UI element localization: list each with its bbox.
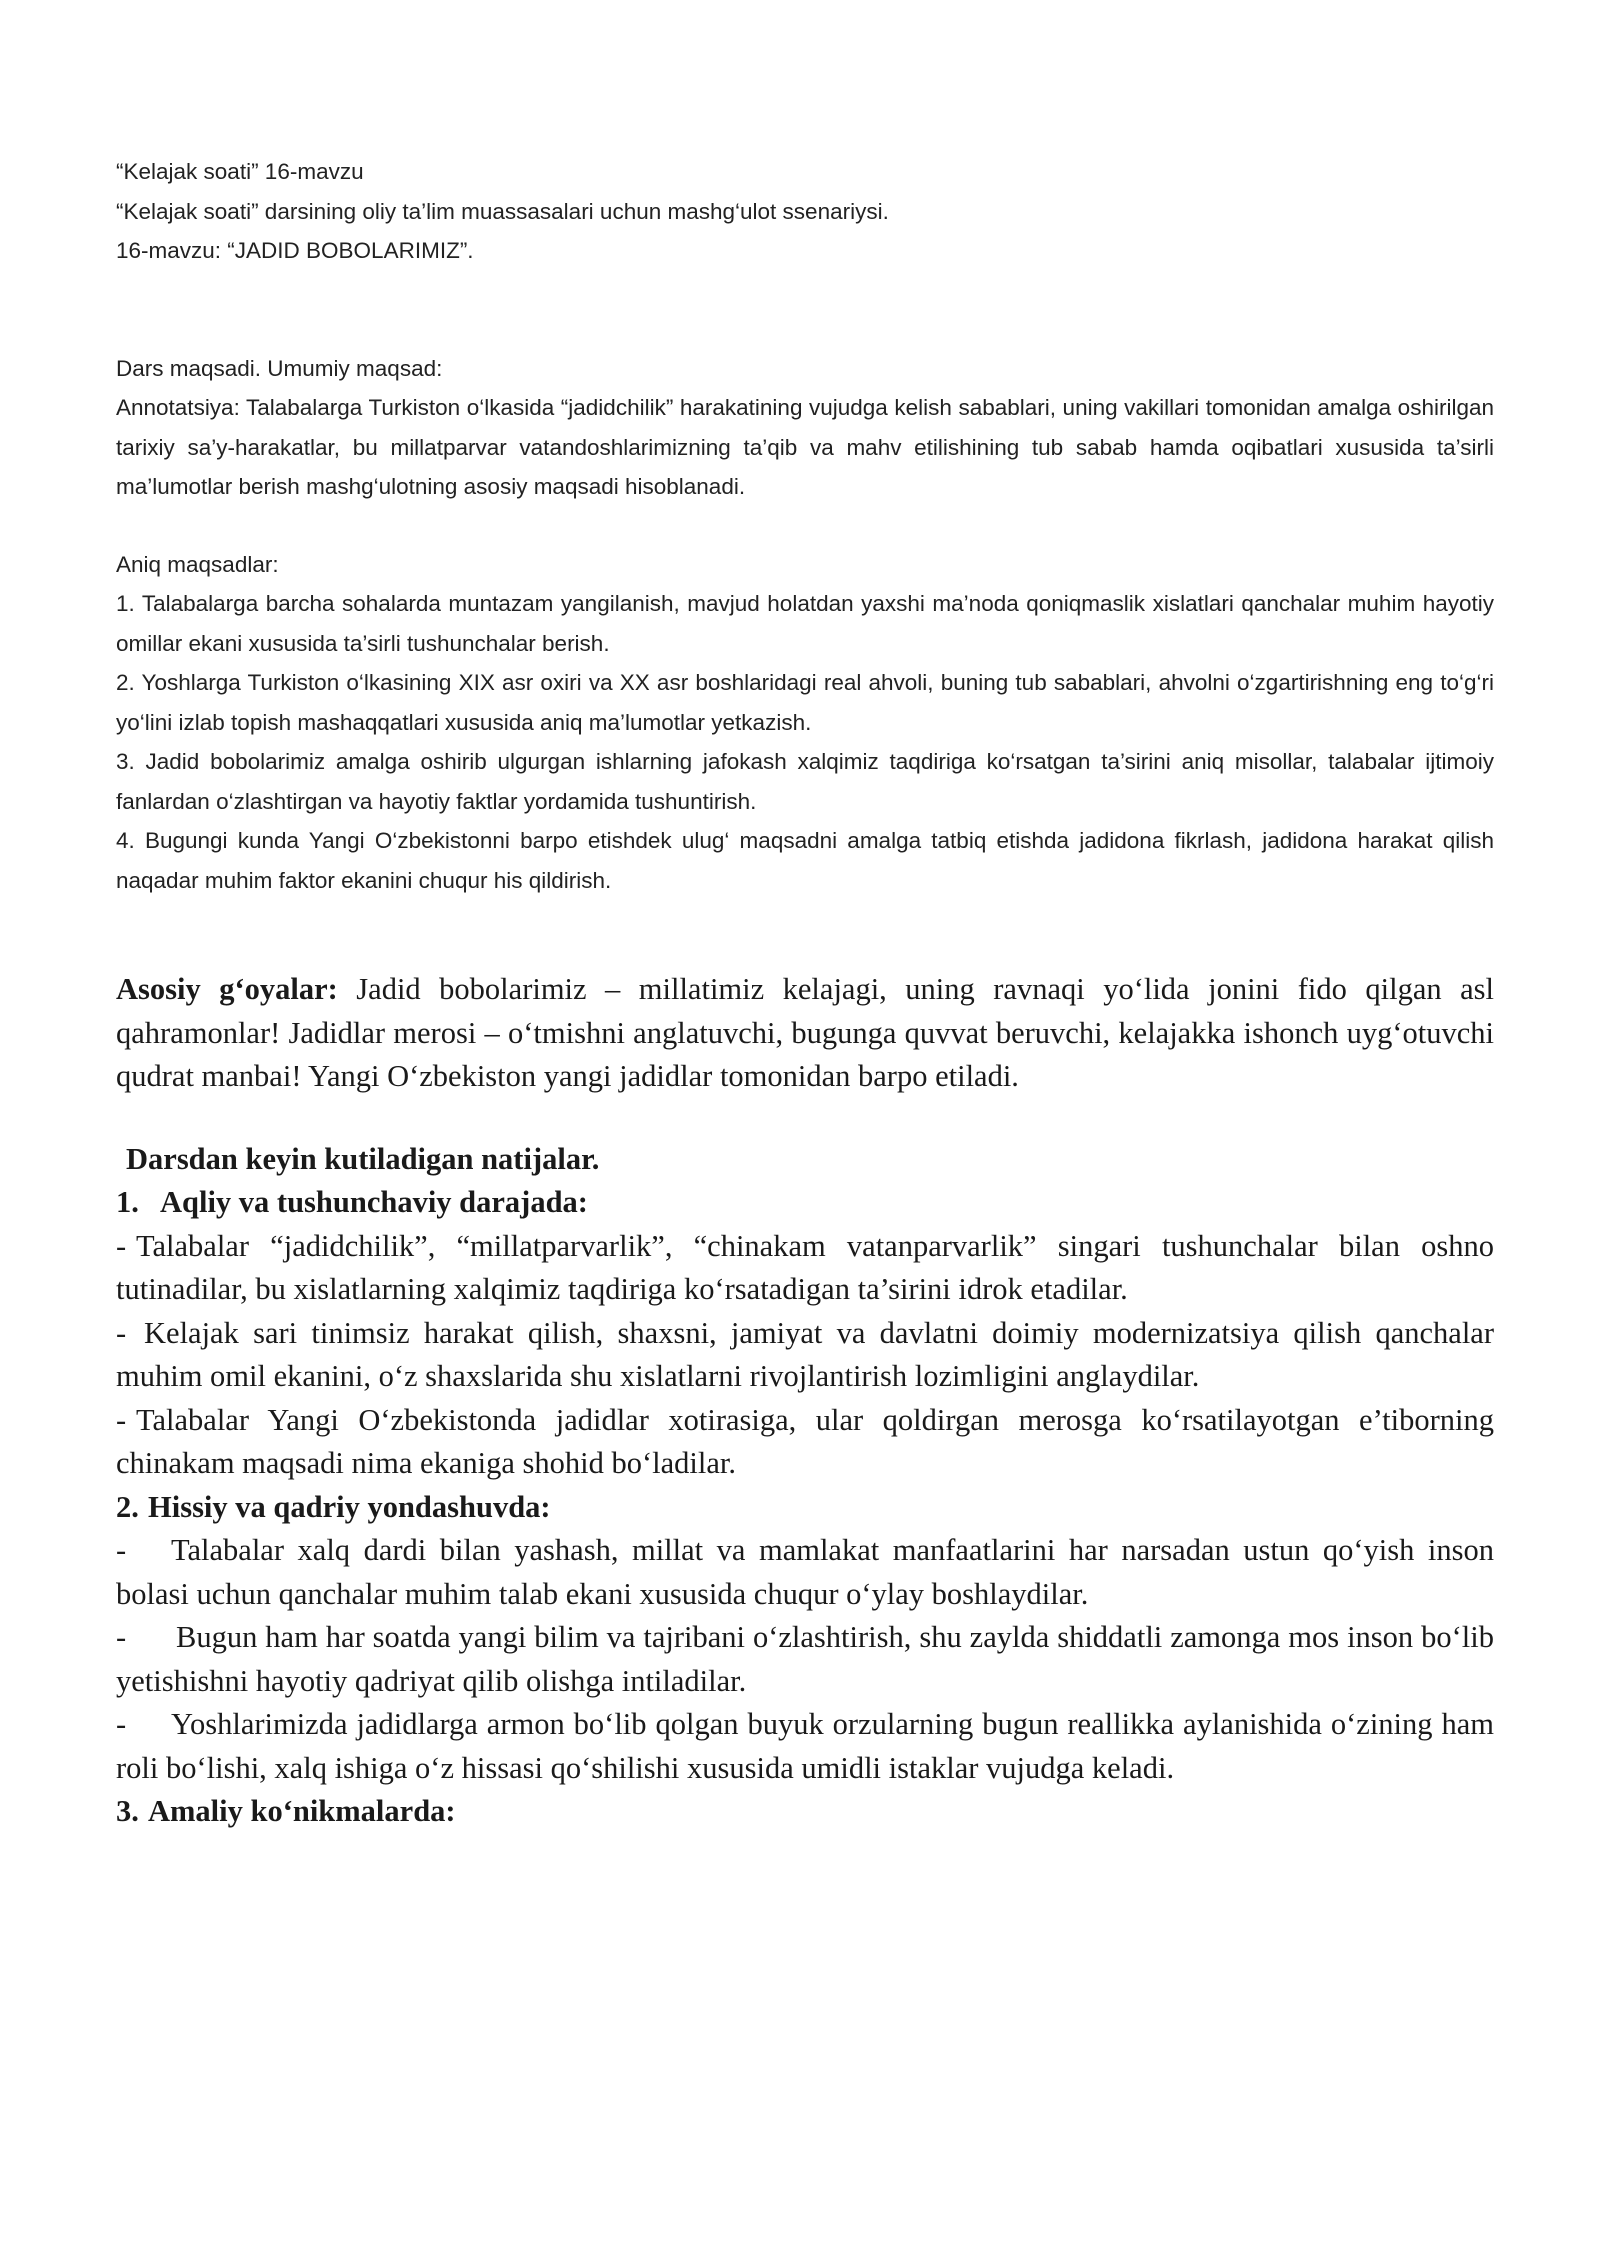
bullet-dash: - — [116, 1315, 127, 1350]
results-heading-text: Hissiy va qadriy yondashuvda: — [148, 1489, 551, 1524]
bullet-dash: - — [116, 1620, 127, 1654]
results-heading-text: Amaliy ko‘nikmalarda: — [148, 1794, 456, 1828]
header-line-scenario: “Kelajak soati” darsining oliy ta’lim muassasalari uchun mashg‘ulot ssenariysi. — [116, 198, 889, 224]
main-ideas-label: Asosiy g‘oyalar: — [116, 972, 338, 1006]
results-title: Darsdan keyin kutiladigan natijalar. — [126, 1141, 600, 1176]
results-heading-3 — [116, 1790, 1494, 1834]
results-heading-1 — [116, 1181, 1494, 1225]
goal-annotation: Annotatsiya: Talabalarga Turkiston o‘lkasida “jadidchilik” harakatining vujudga kelish sabablari, uning vakillari tomonidan amalga oshirilgan tarixiy sa’y-harakatlar, bu millatparvar vatandoshlarimizning ta’qib va mahv etilishining tub sabab hamda oqibatlari xususida ta’sirli ma’lumotlar berish mashg‘ulotning asosiy maqsadi hisoblanadi. — [116, 395, 1494, 499]
result-item-text: Talabalar “jadidchilik”, “millatparvarlik”, “chinakam vatanparvarlik” singari tushunchalar bilan oshno tutinadilar, bu xislatlarning xalqimiz taqdiriga ko‘rsatadigan ta’sirini idrok etadilar. — [116, 1228, 1494, 1306]
specific-goals-title: Aniq maqsadlar: — [116, 551, 279, 577]
bullet-dash: - — [116, 1707, 127, 1741]
main-ideas-text: Jadid bobolarimiz – millatimiz kelajagi, uning ravnaqi yo‘lida jonini fido qilgan asl qahramonlar! Jadidlar merosi – o‘tmishni anglatuvchi, bugunga quvvat beruvchi, kelajakka ishonch uyg‘otuvchi qudrat manbai! Yangi O‘zbekiston yangi jadidlar tomonidan barpo etiladi. — [116, 972, 1494, 1093]
result-item-text: Kelajak sari tinimsiz harakat qilish, shaxsni, jamiyat va davlatni doimiy modernizatsiya qilish qanchalar muhim omil ekanini, o‘z shaxslarida shu xislatlarni rivojlantirish lozimligini anglaydilar. — [116, 1315, 1494, 1393]
results-heading-text: Aqliy va tushunchaviy darajada: — [160, 1185, 588, 1219]
results-section — [116, 1138, 1494, 1834]
specific-goal-item-4: 4. Bugungi kunda Yangi O‘zbekistonni barpo etishdek ulug‘ maqsadni amalga tatbiq etishda jadidona fikrlash, jadidona harakat qilish naqadar muhim faktor ekanini chuqur his qildirish. — [116, 828, 1494, 893]
results-1-item-1 — [116, 1225, 1494, 1312]
results-2-item-1 — [116, 1529, 1494, 1616]
header-line-topic: “Kelajak soati” 16-mavzu — [116, 159, 364, 184]
specific-goals-section — [116, 545, 1494, 901]
document-header — [116, 152, 1494, 271]
header-line-title: 16-mavzu: “JADID BOBOLARIMIZ”. — [116, 238, 474, 263]
goal-title: Dars maqsadi. Umumiy maqsad: — [116, 355, 443, 381]
results-2-item-3 — [116, 1703, 1494, 1790]
results-1-item-2 — [116, 1312, 1494, 1399]
result-item-text: Bugun ham har soatda yangi bilim va tajribani o‘zlashtirish, shu zaylda shiddatli zamonga mos inson bo‘lib yetishishni hayotiy qadriyat qilib olishga intiladilar. — [116, 1620, 1494, 1698]
bullet-dash: - — [116, 1402, 127, 1437]
specific-goal-item-1: 1. Talabalarga barcha sohalarda muntazam yangilanish, mavjud holatdan yaxshi ma’noda qoniqmaslik xislatlari qanchalar muhim hayotiy omillar ekani xususida ta’sirli tushunchalar berish. — [116, 591, 1494, 656]
specific-goal-item-2: 2. Yoshlarga Turkiston o‘lkasining XIX asr oxiri va XX asr boshlaridagi real ahvoli, buning tub sabablari, ahvolni o‘zgartirishning eng to‘g‘ri yo‘lini izlab topish mashaqqatlari xususida aniq ma’lumotlar yetkazish. — [116, 670, 1494, 735]
goal-section — [116, 349, 1494, 507]
results-heading-2 — [116, 1486, 1494, 1530]
results-heading-number: 3. — [116, 1794, 139, 1828]
result-item-text: Yoshlarimizda jadidlarga armon bo‘lib qolgan buyuk orzularning bugun reallikka aylanishida o‘zining ham roli bo‘lishi, xalq ishiga o‘z hissasi qo‘shilishi xususida umidli istaklar vujudga keladi. — [116, 1707, 1494, 1785]
results-2-item-2 — [116, 1616, 1494, 1703]
document-page — [116, 152, 1494, 1834]
results-heading-number: 2. — [116, 1489, 139, 1524]
specific-goal-item-3: 3. Jadid bobolarimiz amalga oshirib ulgurgan ishlarning jafokash xalqimiz taqdiriga ko‘rsatgan ta’sirini aniq misollar, talabalar ijtimoiy fanlardan o‘zlashtirgan va hayotiy faktlar yordamida tushuntirish. — [116, 749, 1494, 814]
result-item-text: Talabalar Yangi O‘zbekistonda jadidlar xotirasiga, ular qoldirgan merosga ko‘rsatilayotgan e’tiborning chinakam maqsadi nima ekaniga shohid bo‘ladilar. — [116, 1402, 1494, 1480]
result-item-text: Talabalar xalq dardi bilan yashash, millat va mamlakat manfaatlarini har narsadan ustun qo‘yish inson bolasi uchun qanchalar muhim talab ekani xususida chuqur o‘ylay boshlaydilar. — [116, 1533, 1494, 1611]
bullet-dash: - — [116, 1228, 127, 1263]
main-ideas-paragraph — [116, 968, 1494, 1099]
bullet-dash: - — [116, 1533, 127, 1567]
results-heading-number: 1. — [116, 1185, 139, 1219]
results-1-item-3 — [116, 1399, 1494, 1486]
